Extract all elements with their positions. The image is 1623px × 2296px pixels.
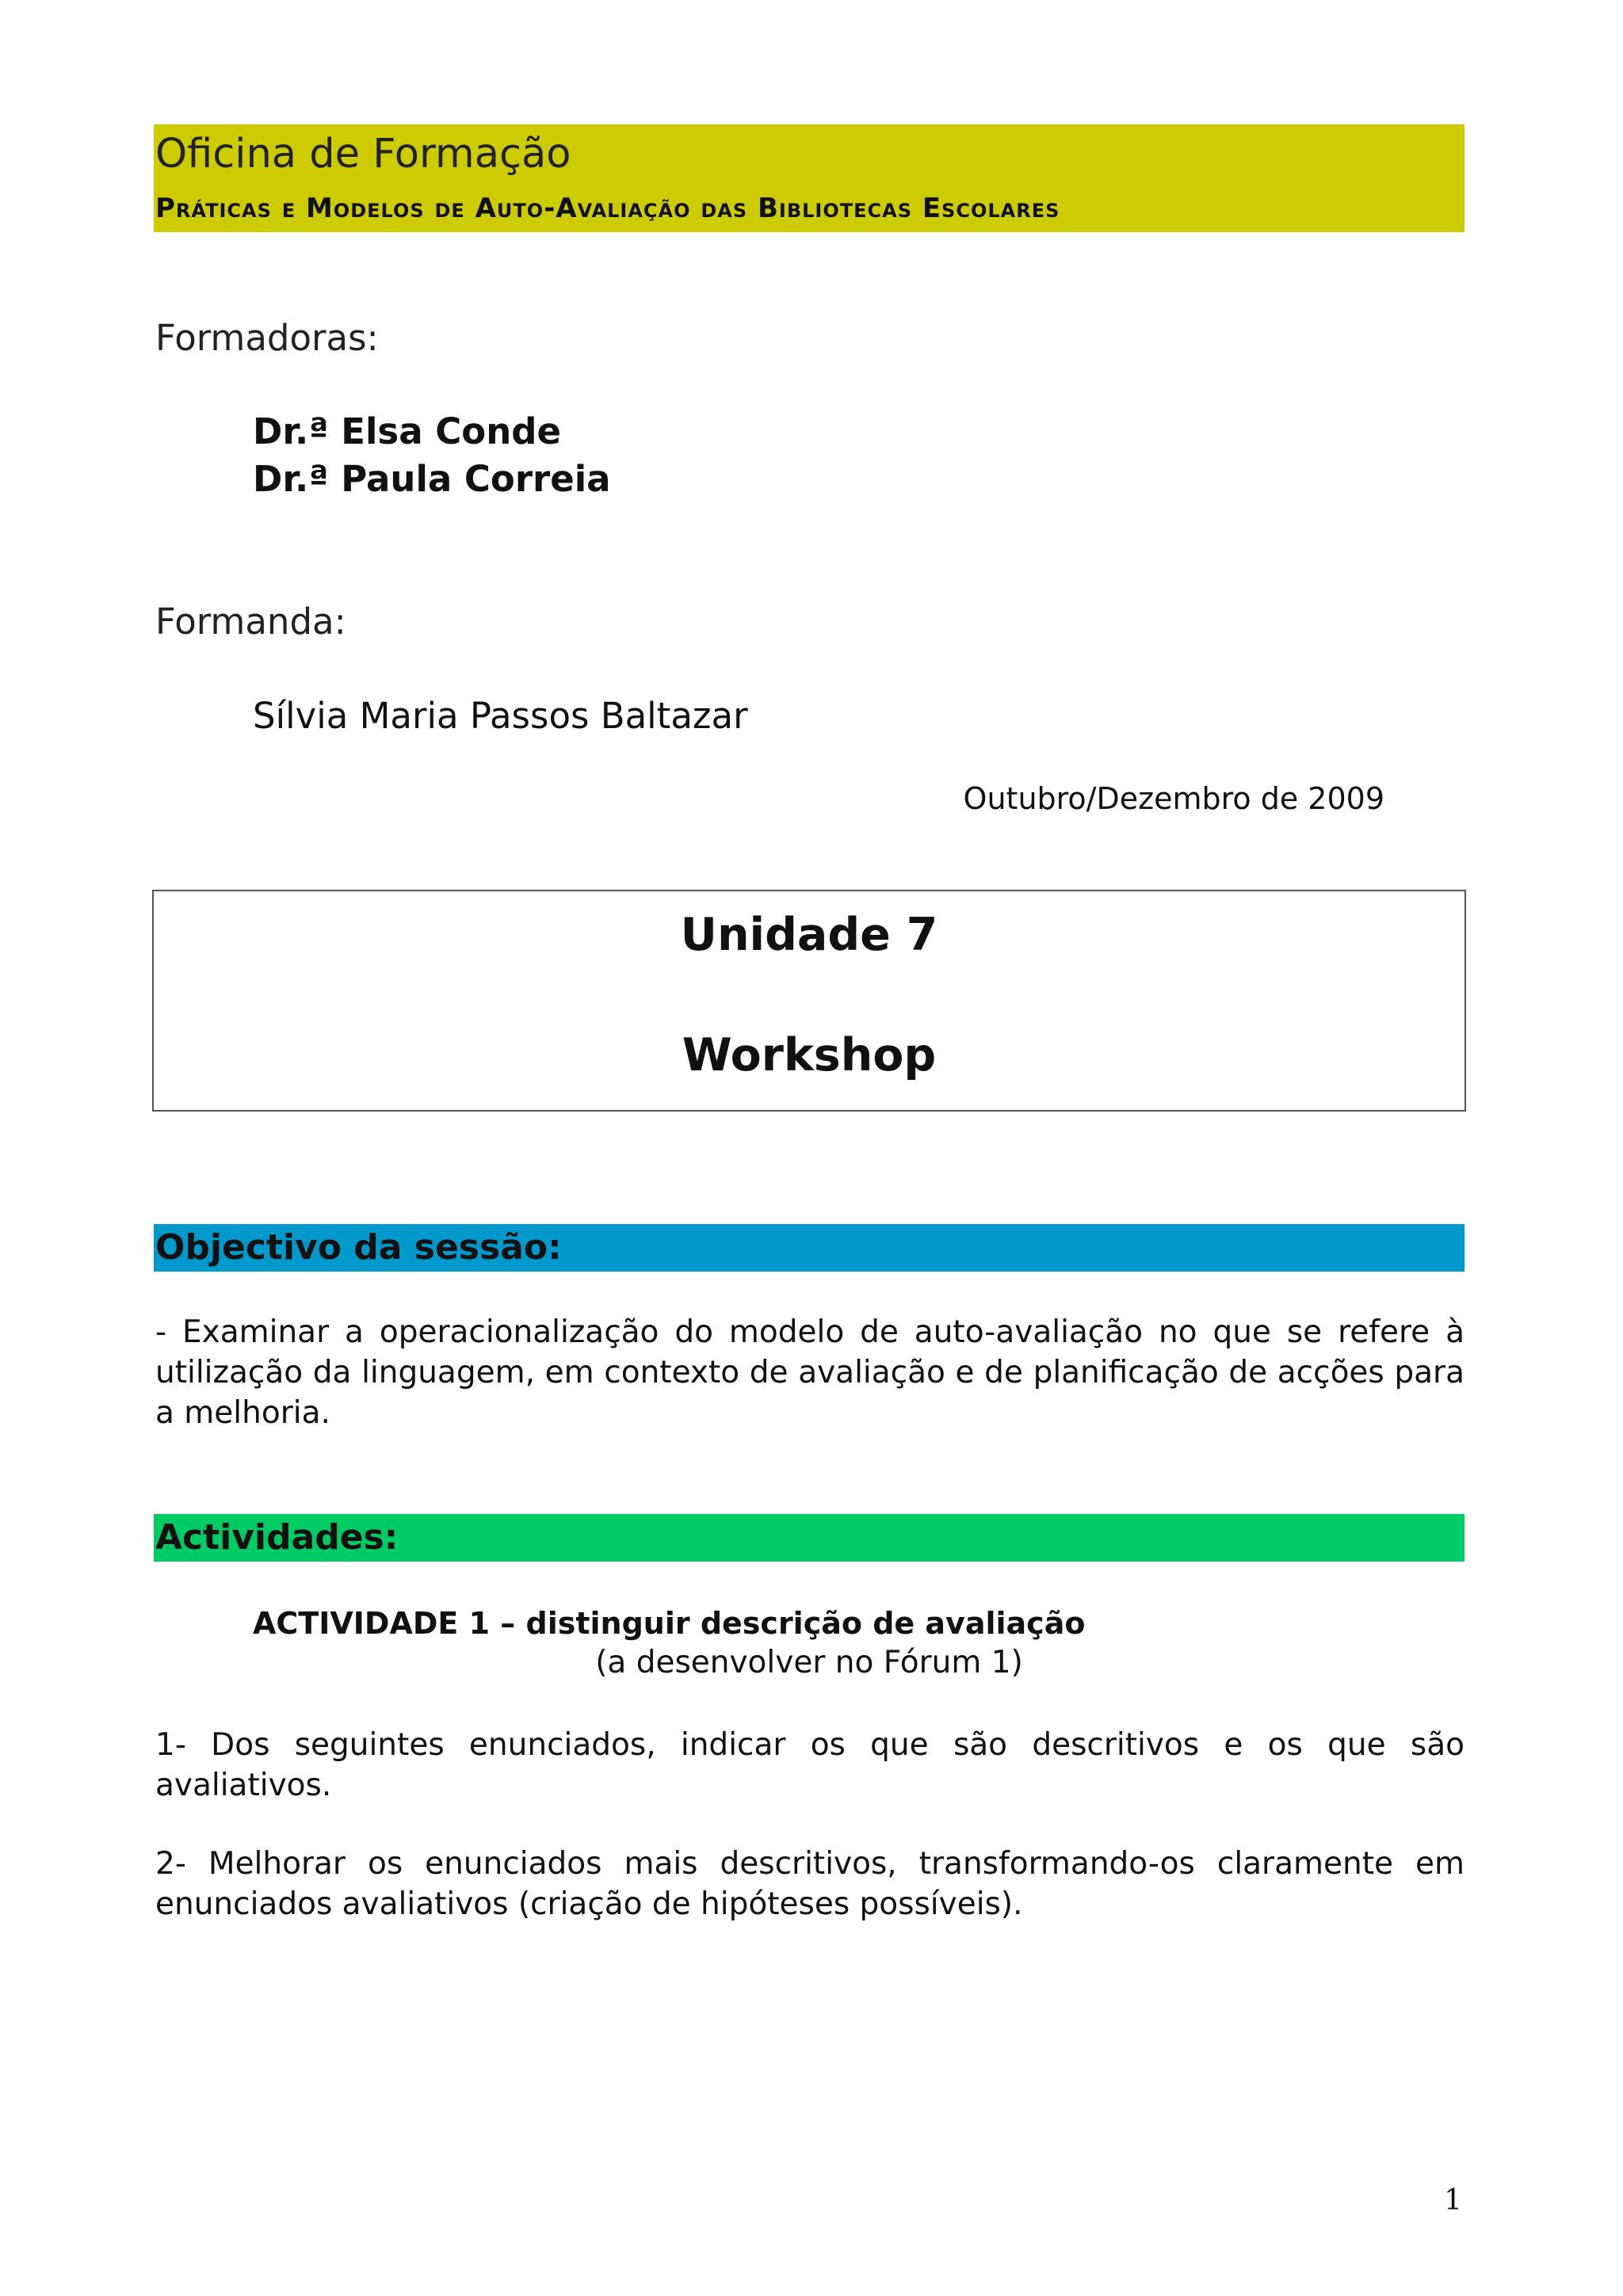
unit-subtitle: Workshop xyxy=(682,1029,937,1081)
activity-item: 1- Dos seguintes enunciados, indicar os que são descritivos e os que são avaliativos. xyxy=(155,1727,1465,1803)
trainer-name: Dr.ª Paula Correia xyxy=(253,458,611,500)
activity-note: (a desenvolver no Fórum 1) xyxy=(595,1645,1023,1680)
trainers-label: Formadoras: xyxy=(155,317,379,359)
trainer-name: Dr.ª Elsa Conde xyxy=(253,410,561,452)
objective-heading: Objectivo da sessão: xyxy=(155,1227,562,1268)
date-line: Outubro/Dezembro de 2009 xyxy=(963,781,1384,816)
trainee-name: Sílvia Maria Passos Baltazar xyxy=(253,695,748,737)
objective-text: - Examinar a operacionalização do modelo de auto-avaliação no que se refere à utilização da linguagem, em contexto de avaliação e de planificação de acções para a melhoria. xyxy=(155,1314,1465,1431)
page-number: 1 xyxy=(1444,2184,1462,2217)
document-subtitle: Práticas e Modelos de Auto-Avaliação das Bibliotecas Escolares xyxy=(155,193,1060,224)
activities-heading: Actividades: xyxy=(155,1517,399,1558)
activity-title: ACTIVIDADE 1 – distinguir descrição de avaliação xyxy=(253,1606,1086,1641)
document-title: Oficina de Formação xyxy=(155,131,571,177)
trainee-label: Formanda: xyxy=(155,601,346,643)
activity-item: 2- Melhorar os enunciados mais descritivos, transformando-os claramente em enunciados avaliativos (criação de hipóteses possíveis). xyxy=(155,1846,1465,1922)
unit-title: Unidade 7 xyxy=(680,909,938,961)
